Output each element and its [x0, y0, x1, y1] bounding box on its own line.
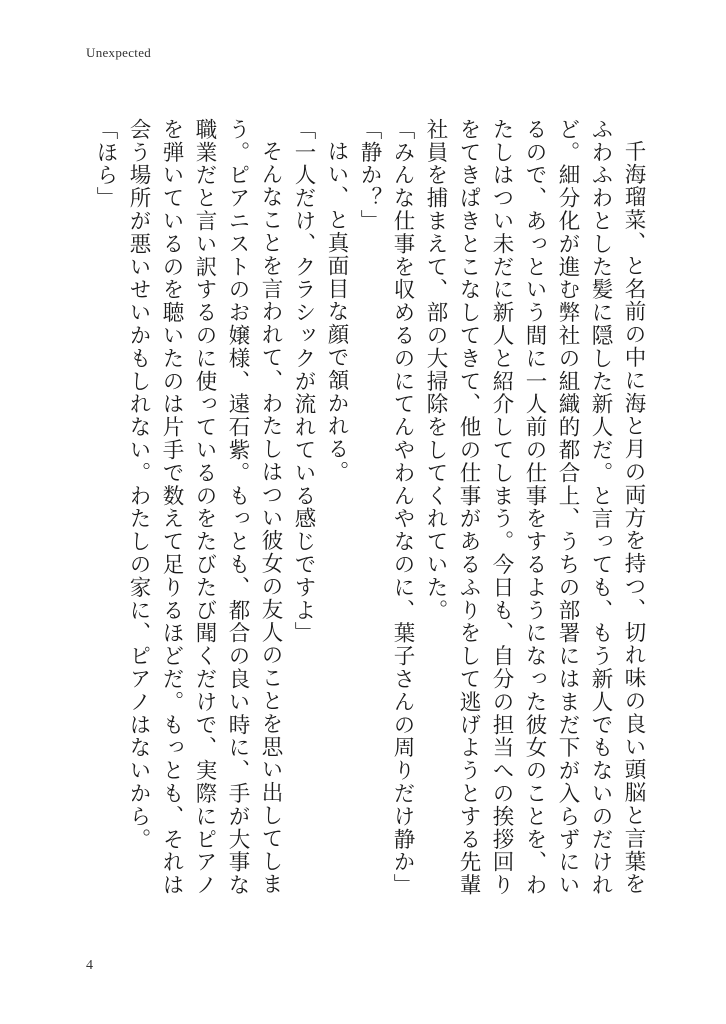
- dialogue-line: 「ほら」: [93, 118, 118, 210]
- dialogue-line: 「みんな仕事を収めるのにてんやわんやなのに、葉子さんの周りだけ静か」: [390, 118, 415, 897]
- page-number: 4: [86, 958, 93, 973]
- dialogue-line: 「静か？」: [357, 118, 382, 233]
- paragraph: はい、と真面目な顔で頷かれる。: [324, 139, 349, 483]
- paragraph: そんなことを言われて、わたしはつい彼女の友人のことを思い出してしまう。ピアニストのお嬢様、遠石紫。もっとも、都合の良い時に、手が大事な職業だと言い訳するのに使っているのをたびたび聞くだけで、実際にピアノを弾いているのを聴いたのは片手で数えて足りるほどだ。もっとも、それは会う場所が悪いせいかもしれない。わたしの家に、ピアノはないから。: [126, 118, 283, 897]
- body-text: [70, 118, 650, 918]
- dialogue-line: 「一人だけ、クラシックが流れている感じですよ」: [291, 118, 316, 645]
- paragraph: 千海瑠菜、と名前の中に海と月の両方を持つ、切れ味の良い頭脳と言葉をふわふわとした髪に隠した新人だ。と言っても、もう新人でもないのだけれど。細分化が進む弊社の組織的都合上、うちの部署にはまだ下が入らずにいるので、あっという間に一人前の仕事をするようになった彼女のことを、わたしはつい未だに新人と紹介してしまう。今日も、自分の担当への挨拶回りをてきぱきとこなしてきて、他の仕事があるふりをして逃げようとする先輩社員を捕まえて、部の大掃除をしてくれていた。: [423, 118, 646, 897]
- running-head: Unexpected: [86, 45, 152, 60]
